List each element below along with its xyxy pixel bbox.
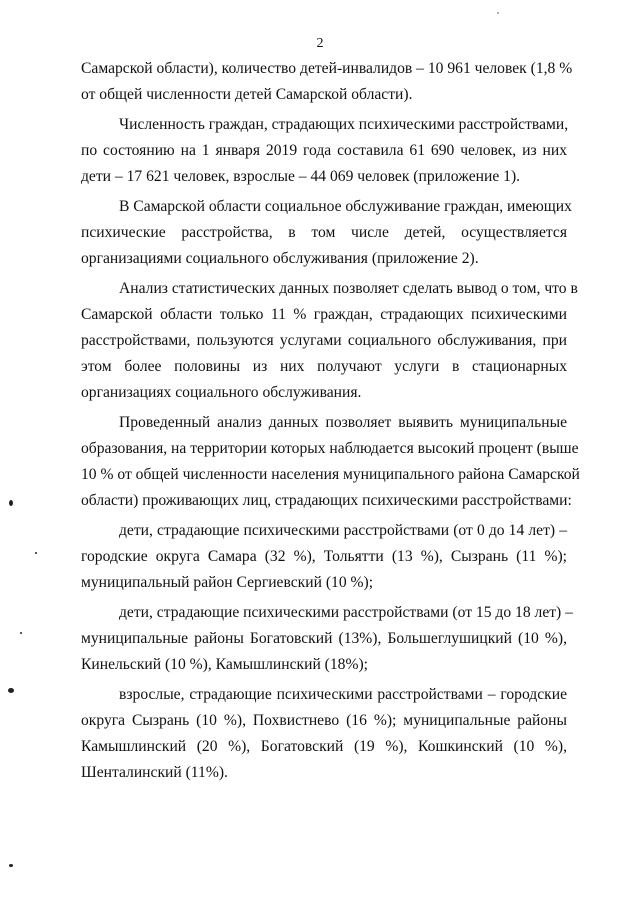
text-line: организациях социального обслуживания. <box>81 384 362 401</box>
text-line: Кинельский (10 %), Камышлинский (18%); <box>81 656 368 673</box>
paragraph <box>81 112 567 190</box>
scan-speck <box>20 632 22 634</box>
text-line: образования, на территории которых наблюдается высокий процент (выше <box>81 440 579 457</box>
paragraph <box>81 600 573 678</box>
paragraph <box>81 194 572 272</box>
text-line: Анализ статистических данных позволяет сделать вывод о том, что в <box>119 280 578 297</box>
document-body <box>81 56 580 790</box>
scan-speck <box>35 552 37 554</box>
text-line: по состоянию на 1 января 2019 года составила 61 690 человек, из них <box>81 142 567 159</box>
scan-speck <box>9 864 13 867</box>
paragraph <box>81 410 580 514</box>
text-line: психические расстройства, в том числе детей, осуществляется <box>81 224 567 241</box>
text-line: от общей численности детей Самарской области). <box>81 86 413 103</box>
text-line: В Самарской области социальное обслуживание граждан, имеющих <box>119 198 572 215</box>
text-line: округа Сызрань (10 %), Похвистнево (16 %); муниципальные районы <box>81 712 567 729</box>
text-line: взрослые, страдающие психическими расстройствами – городские <box>119 686 567 703</box>
text-line: Самарской области), количество детей-инвалидов – 10 961 человек (1,8 % <box>81 60 573 77</box>
paragraph <box>81 56 573 108</box>
paragraph <box>81 276 578 406</box>
text-line: городские округа Самара (32 %), Тольятти (13 %), Сызрань (11 %); <box>81 548 567 565</box>
text-line: Камышлинский (20 %), Богатовский (19 %), Кошкинский (10 %), <box>81 738 567 755</box>
text-line: дети – 17 621 человек, взрослые – 44 069 человек (приложение 1). <box>81 168 521 185</box>
text-line: Численность граждан, страдающих психическими расстройствами, <box>119 116 569 133</box>
text-line: расстройствами, пользуются услугами социального обслуживания, при <box>81 332 567 349</box>
text-line: Проведенный анализ данных позволяет выявить муниципальные <box>119 414 567 431</box>
text-line: организациями социального обслуживания (приложение 2). <box>81 250 479 267</box>
text-line: дети, страдающие психическими расстройствами (от 0 до 14 лет) – <box>119 522 567 539</box>
paragraph <box>81 518 567 596</box>
text-line: Самарской области только 11 % граждан, страдающих психическими <box>81 306 567 323</box>
text-line: муниципальные районы Богатовский (13%), Большеглушицкий (10 %), <box>81 630 567 647</box>
scan-speck <box>9 500 13 506</box>
text-line: этом более половины из них получают услуги в стационарных <box>81 358 567 375</box>
scan-speck <box>497 12 499 14</box>
text-line: Шенталинский (11%). <box>81 764 228 781</box>
text-line: 10 % от общей численности населения муниципального района Самарской <box>81 466 580 483</box>
paragraph <box>81 682 567 786</box>
page-number: 2 <box>316 36 324 51</box>
scan-speck <box>8 688 14 693</box>
text-line: муниципальный район Сергиевский (10 %); <box>81 574 374 591</box>
text-line: дети, страдающие психическими расстройствами (от 15 до 18 лет) – <box>119 604 573 621</box>
text-line: области) проживающих лиц, страдающих психическими расстройствами: <box>81 492 572 509</box>
